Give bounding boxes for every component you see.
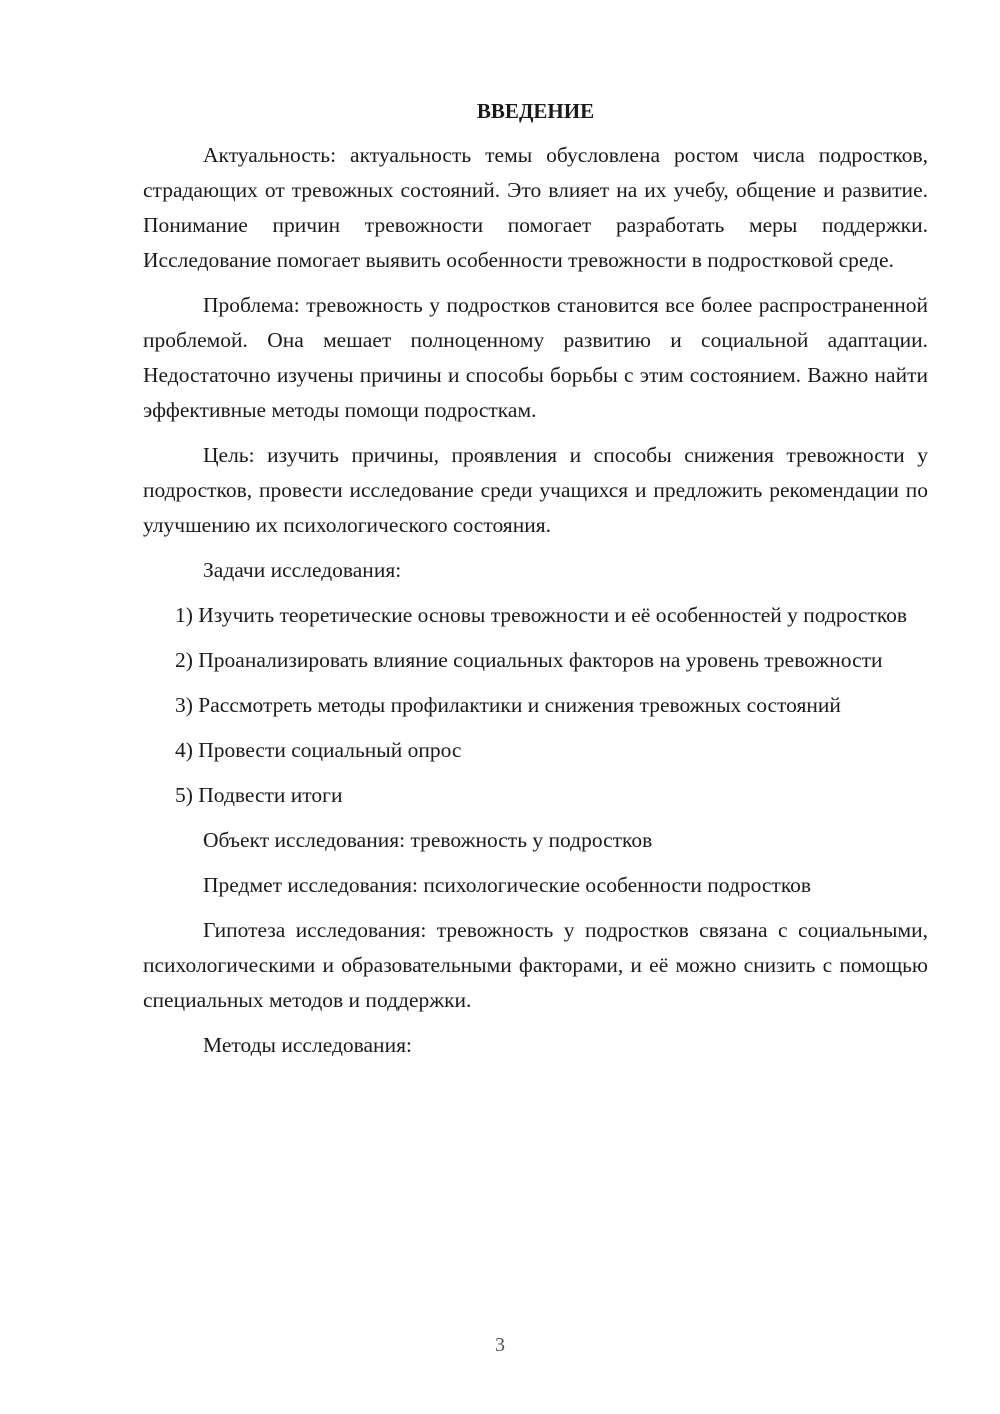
hypothesis-paragraph: Гипотеза исследования: тревожность у подростков связана с социальными, психологическими и образовательными факторами, и её можно снизить с помощью специальных методов и поддержки. — [143, 918, 928, 1012]
methods-title: Методы исследования: — [203, 1033, 412, 1057]
task-item-3: 3) Рассмотреть методы профилактики и снижения тревожных состояний — [175, 693, 841, 717]
task-item-4: 4) Провести социальный опрос — [175, 738, 462, 762]
tasks-title: Задачи исследования: — [203, 558, 402, 582]
section-heading: ВВЕДЕНИЕ — [476, 99, 595, 123]
research-object: Объект исследования: тревожность у подростков — [203, 828, 653, 852]
goal-paragraph: Цель: изучить причины, проявления и способы снижения тревожности у подростков, провести исследование среди учащихся и предложить рекомендации по улучшению их психологического состояния. — [143, 443, 928, 537]
problem-paragraph: Проблема: тревожность у подростков становится все более распространенной проблемой. Она мешает полноценному развитию и социальной адаптации. Недостаточно изучены причины и способы борьбы с этим состоянием. Важно найти эффективные методы помощи подросткам. — [143, 293, 928, 422]
relevance-paragraph: Актуальность: актуальность темы обусловлена ростом числа подростков, страдающих от тревожных состояний. Это влияет на их учебу, общение и развитие. Понимание причин тревожности помогает разработать меры поддержки. Исследование помогает выявить особенности тревожности в подростковой среде. — [143, 143, 928, 272]
research-subject: Предмет исследования: психологические особенности подростков — [203, 873, 812, 897]
task-item-5: 5) Подвести итоги — [175, 783, 343, 807]
page-number: 3 — [495, 1334, 505, 1356]
task-item-2: 2) Проанализировать влияние социальных факторов на уровень тревожности — [175, 648, 883, 672]
task-item-1: 1) Изучить теоретические основы тревожности и её особенностей у подростков — [175, 603, 908, 627]
page-content — [143, 96, 928, 1073]
